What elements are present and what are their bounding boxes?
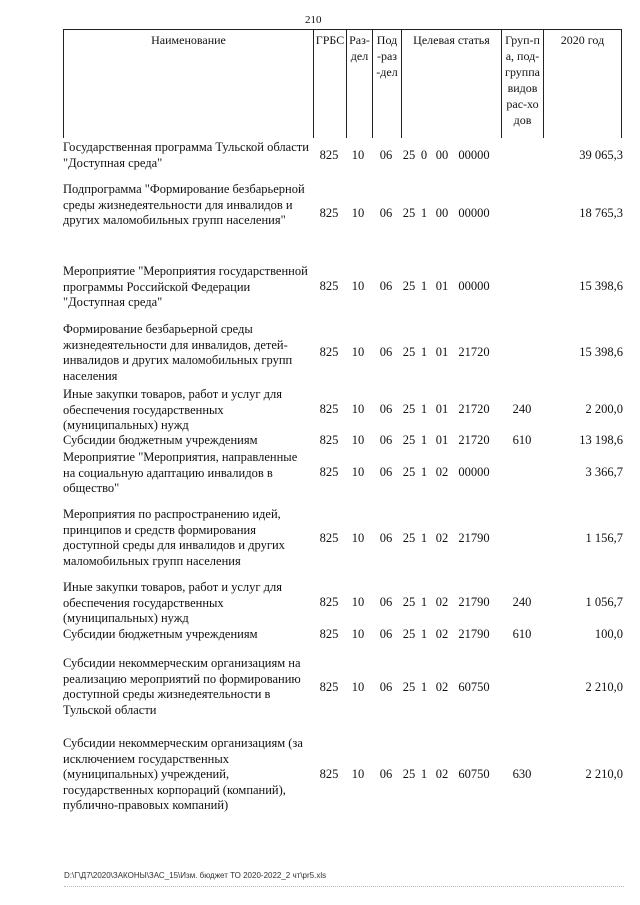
- row-grbs: 825: [319, 767, 339, 781]
- row-razdel: 10: [351, 680, 365, 694]
- row-cs4: 00000: [458, 465, 490, 479]
- row-razdel: 10: [351, 465, 365, 479]
- row-podrazdel: 06: [379, 531, 393, 545]
- table-row: [63, 433, 623, 449]
- row-grbs: 825: [319, 402, 339, 416]
- row-grbs: 825: [319, 465, 339, 479]
- row-amount: 2 210,0: [585, 767, 623, 781]
- row-razdel: 10: [351, 345, 365, 359]
- row-cs4: 21790: [458, 531, 490, 545]
- header-year: 2020 год: [560, 33, 605, 47]
- header-target: Целевая статья: [402, 30, 502, 138]
- row-cs1: 25: [402, 531, 416, 545]
- row-grbs: 825: [319, 433, 339, 447]
- divider: [64, 886, 624, 887]
- row-cs2: 1: [420, 206, 428, 220]
- row-name: Мероприятие "Мероприятия, направленные на социальную адаптацию инвалидов в общество": [63, 450, 298, 495]
- row-name: Субсидии бюджетным учреждениям: [63, 433, 258, 447]
- row-vr: 240: [512, 595, 532, 609]
- row-cs1: 25: [402, 595, 416, 609]
- row-cs2: 0: [420, 148, 428, 162]
- row-cs1: 25: [402, 433, 416, 447]
- row-vr: 610: [512, 433, 532, 447]
- row-cs3: 00: [435, 148, 449, 162]
- row-cs3: 02: [435, 680, 449, 694]
- row-cs3: 02: [435, 465, 449, 479]
- row-cs3: 02: [435, 767, 449, 781]
- row-amount: 3 366,7: [585, 465, 623, 479]
- row-amount: 13 198,6: [579, 433, 623, 447]
- row-amount: 2 210,0: [585, 680, 623, 694]
- row-amount: 15 398,6: [579, 345, 623, 359]
- table-row: [63, 627, 623, 643]
- header-group: Груп-па, под-группа видов рас-ходов: [502, 30, 544, 138]
- row-podrazdel: 06: [379, 148, 393, 162]
- row-cs2: 1: [420, 595, 428, 609]
- row-razdel: 10: [351, 531, 365, 545]
- row-cs3: 02: [435, 627, 449, 641]
- table-row: [63, 580, 623, 628]
- row-podrazdel: 06: [379, 345, 393, 359]
- row-name: Иные закупки товаров, работ и услуг для обеспечения государственных (муниципальных) нужд: [63, 580, 283, 625]
- row-cs2: 1: [420, 402, 428, 416]
- row-name: Формирование безбарьерной среды жизнедеятельности для инвалидов, детей-инвалидов и других маломобильных групп населения: [63, 322, 293, 383]
- row-podrazdel: 06: [379, 680, 393, 694]
- row-cs3: 01: [435, 279, 449, 293]
- row-grbs: 825: [319, 627, 339, 641]
- row-cs2: 1: [420, 680, 428, 694]
- row-name: Подпрограмма "Формирование безбарьерной среды жизнедеятельности для инвалидов и других маломобильных групп населения": [63, 182, 305, 227]
- row-amount: 1 056,7: [585, 595, 623, 609]
- row-cs4: 00000: [458, 279, 490, 293]
- table-row: [63, 450, 623, 498]
- row-amount: 15 398,6: [579, 279, 623, 293]
- row-cs1: 25: [402, 680, 416, 694]
- row-name: Мероприятие "Мероприятия государственной программы Российской Федерации "Доступная среда": [63, 264, 308, 309]
- row-razdel: 10: [351, 148, 365, 162]
- table-row: [63, 387, 623, 435]
- row-grbs: 825: [319, 206, 339, 220]
- row-razdel: 10: [351, 279, 365, 293]
- row-vr: 630: [512, 767, 532, 781]
- row-cs2: 1: [420, 627, 428, 641]
- table-row: [63, 264, 623, 312]
- row-cs3: 00: [435, 206, 449, 220]
- row-cs4: 21720: [458, 402, 490, 416]
- row-cs3: 02: [435, 531, 449, 545]
- row-podrazdel: 06: [379, 433, 393, 447]
- row-cs4: 60750: [458, 680, 490, 694]
- row-cs4: 21720: [458, 433, 490, 447]
- header-name: Наименование: [64, 30, 314, 138]
- row-cs4: 21790: [458, 595, 490, 609]
- row-podrazdel: 06: [379, 279, 393, 293]
- row-cs4: 00000: [458, 148, 490, 162]
- table-row: [63, 656, 623, 720]
- row-cs1: 25: [402, 279, 416, 293]
- table-row: [63, 507, 623, 571]
- row-grbs: 825: [319, 345, 339, 359]
- row-podrazdel: 06: [379, 767, 393, 781]
- table-row: [63, 322, 623, 386]
- row-grbs: 825: [319, 531, 339, 545]
- row-cs4: 21720: [458, 345, 490, 359]
- row-cs1: 25: [402, 402, 416, 416]
- row-cs1: 25: [402, 345, 416, 359]
- row-amount: 39 065,3: [579, 148, 623, 162]
- row-name: Субсидии некоммерческим организациям (за исключением государственных (муниципальных) учреждений, государственных корпораций (компаний), публично-правовых компаний): [63, 736, 303, 812]
- row-podrazdel: 06: [379, 627, 393, 641]
- table-row: [63, 182, 623, 246]
- row-name: Мероприятия по распространению идей, принципов и средств формирования доступной среды для инвалидов и других маломобильных групп населения: [63, 507, 285, 568]
- row-cs2: 1: [420, 767, 428, 781]
- row-podrazdel: 06: [379, 465, 393, 479]
- row-razdel: 10: [351, 206, 365, 220]
- row-cs1: 25: [402, 206, 416, 220]
- row-cs2: 1: [420, 433, 428, 447]
- row-name: Государственная программа Тульской области "Доступная среда": [63, 140, 309, 170]
- row-amount: 2 200,0: [585, 402, 623, 416]
- row-vr: 240: [512, 402, 532, 416]
- row-amount: 18 765,3: [579, 206, 623, 220]
- row-podrazdel: 06: [379, 206, 393, 220]
- row-cs2: 1: [420, 465, 428, 479]
- row-podrazdel: 06: [379, 595, 393, 609]
- file-path-footer: D:\Г\Д7\2020\ЗАКОНЫ\ЗАС_15\Изм. бюджет ТО 2020-2022_2 чт\pr5.xls: [64, 871, 327, 880]
- header-razdel: Раз-дел: [347, 30, 373, 138]
- row-grbs: 825: [319, 595, 339, 609]
- row-cs3: 01: [435, 433, 449, 447]
- row-amount: 1 156,7: [585, 531, 623, 545]
- row-cs4: 00000: [458, 206, 490, 220]
- row-grbs: 825: [319, 148, 339, 162]
- page-number: 210: [305, 14, 322, 26]
- table-header: [63, 29, 622, 138]
- row-podrazdel: 06: [379, 402, 393, 416]
- row-cs1: 25: [402, 148, 416, 162]
- row-cs2: 1: [420, 531, 428, 545]
- row-amount: 100,0: [594, 627, 623, 641]
- row-cs4: 21790: [458, 627, 490, 641]
- row-cs1: 25: [402, 465, 416, 479]
- table-row: [63, 736, 623, 818]
- row-cs1: 25: [402, 767, 416, 781]
- header-podrazdel: Под-раз-дел: [373, 30, 402, 138]
- row-razdel: 10: [351, 433, 365, 447]
- row-cs1: 25: [402, 627, 416, 641]
- row-cs2: 1: [420, 279, 428, 293]
- row-vr: 610: [512, 627, 532, 641]
- row-grbs: 825: [319, 279, 339, 293]
- row-razdel: 10: [351, 595, 365, 609]
- row-grbs: 825: [319, 680, 339, 694]
- row-cs3: 01: [435, 402, 449, 416]
- row-cs3: 02: [435, 595, 449, 609]
- row-razdel: 10: [351, 767, 365, 781]
- table-row: [63, 140, 623, 172]
- row-cs2: 1: [420, 345, 428, 359]
- header-grbs: ГРБС: [314, 30, 347, 138]
- row-name: Субсидии некоммерческим организациям на реализацию мероприятий по формированию доступной среды жизнедеятельности в Тульской области: [63, 656, 301, 717]
- row-name: Иные закупки товаров, работ и услуг для обеспечения государственных (муниципальных) нужд: [63, 387, 283, 432]
- row-cs3: 01: [435, 345, 449, 359]
- row-name: Субсидии бюджетным учреждениям: [63, 627, 258, 641]
- row-cs4: 60750: [458, 767, 490, 781]
- row-razdel: 10: [351, 402, 365, 416]
- row-razdel: 10: [351, 627, 365, 641]
